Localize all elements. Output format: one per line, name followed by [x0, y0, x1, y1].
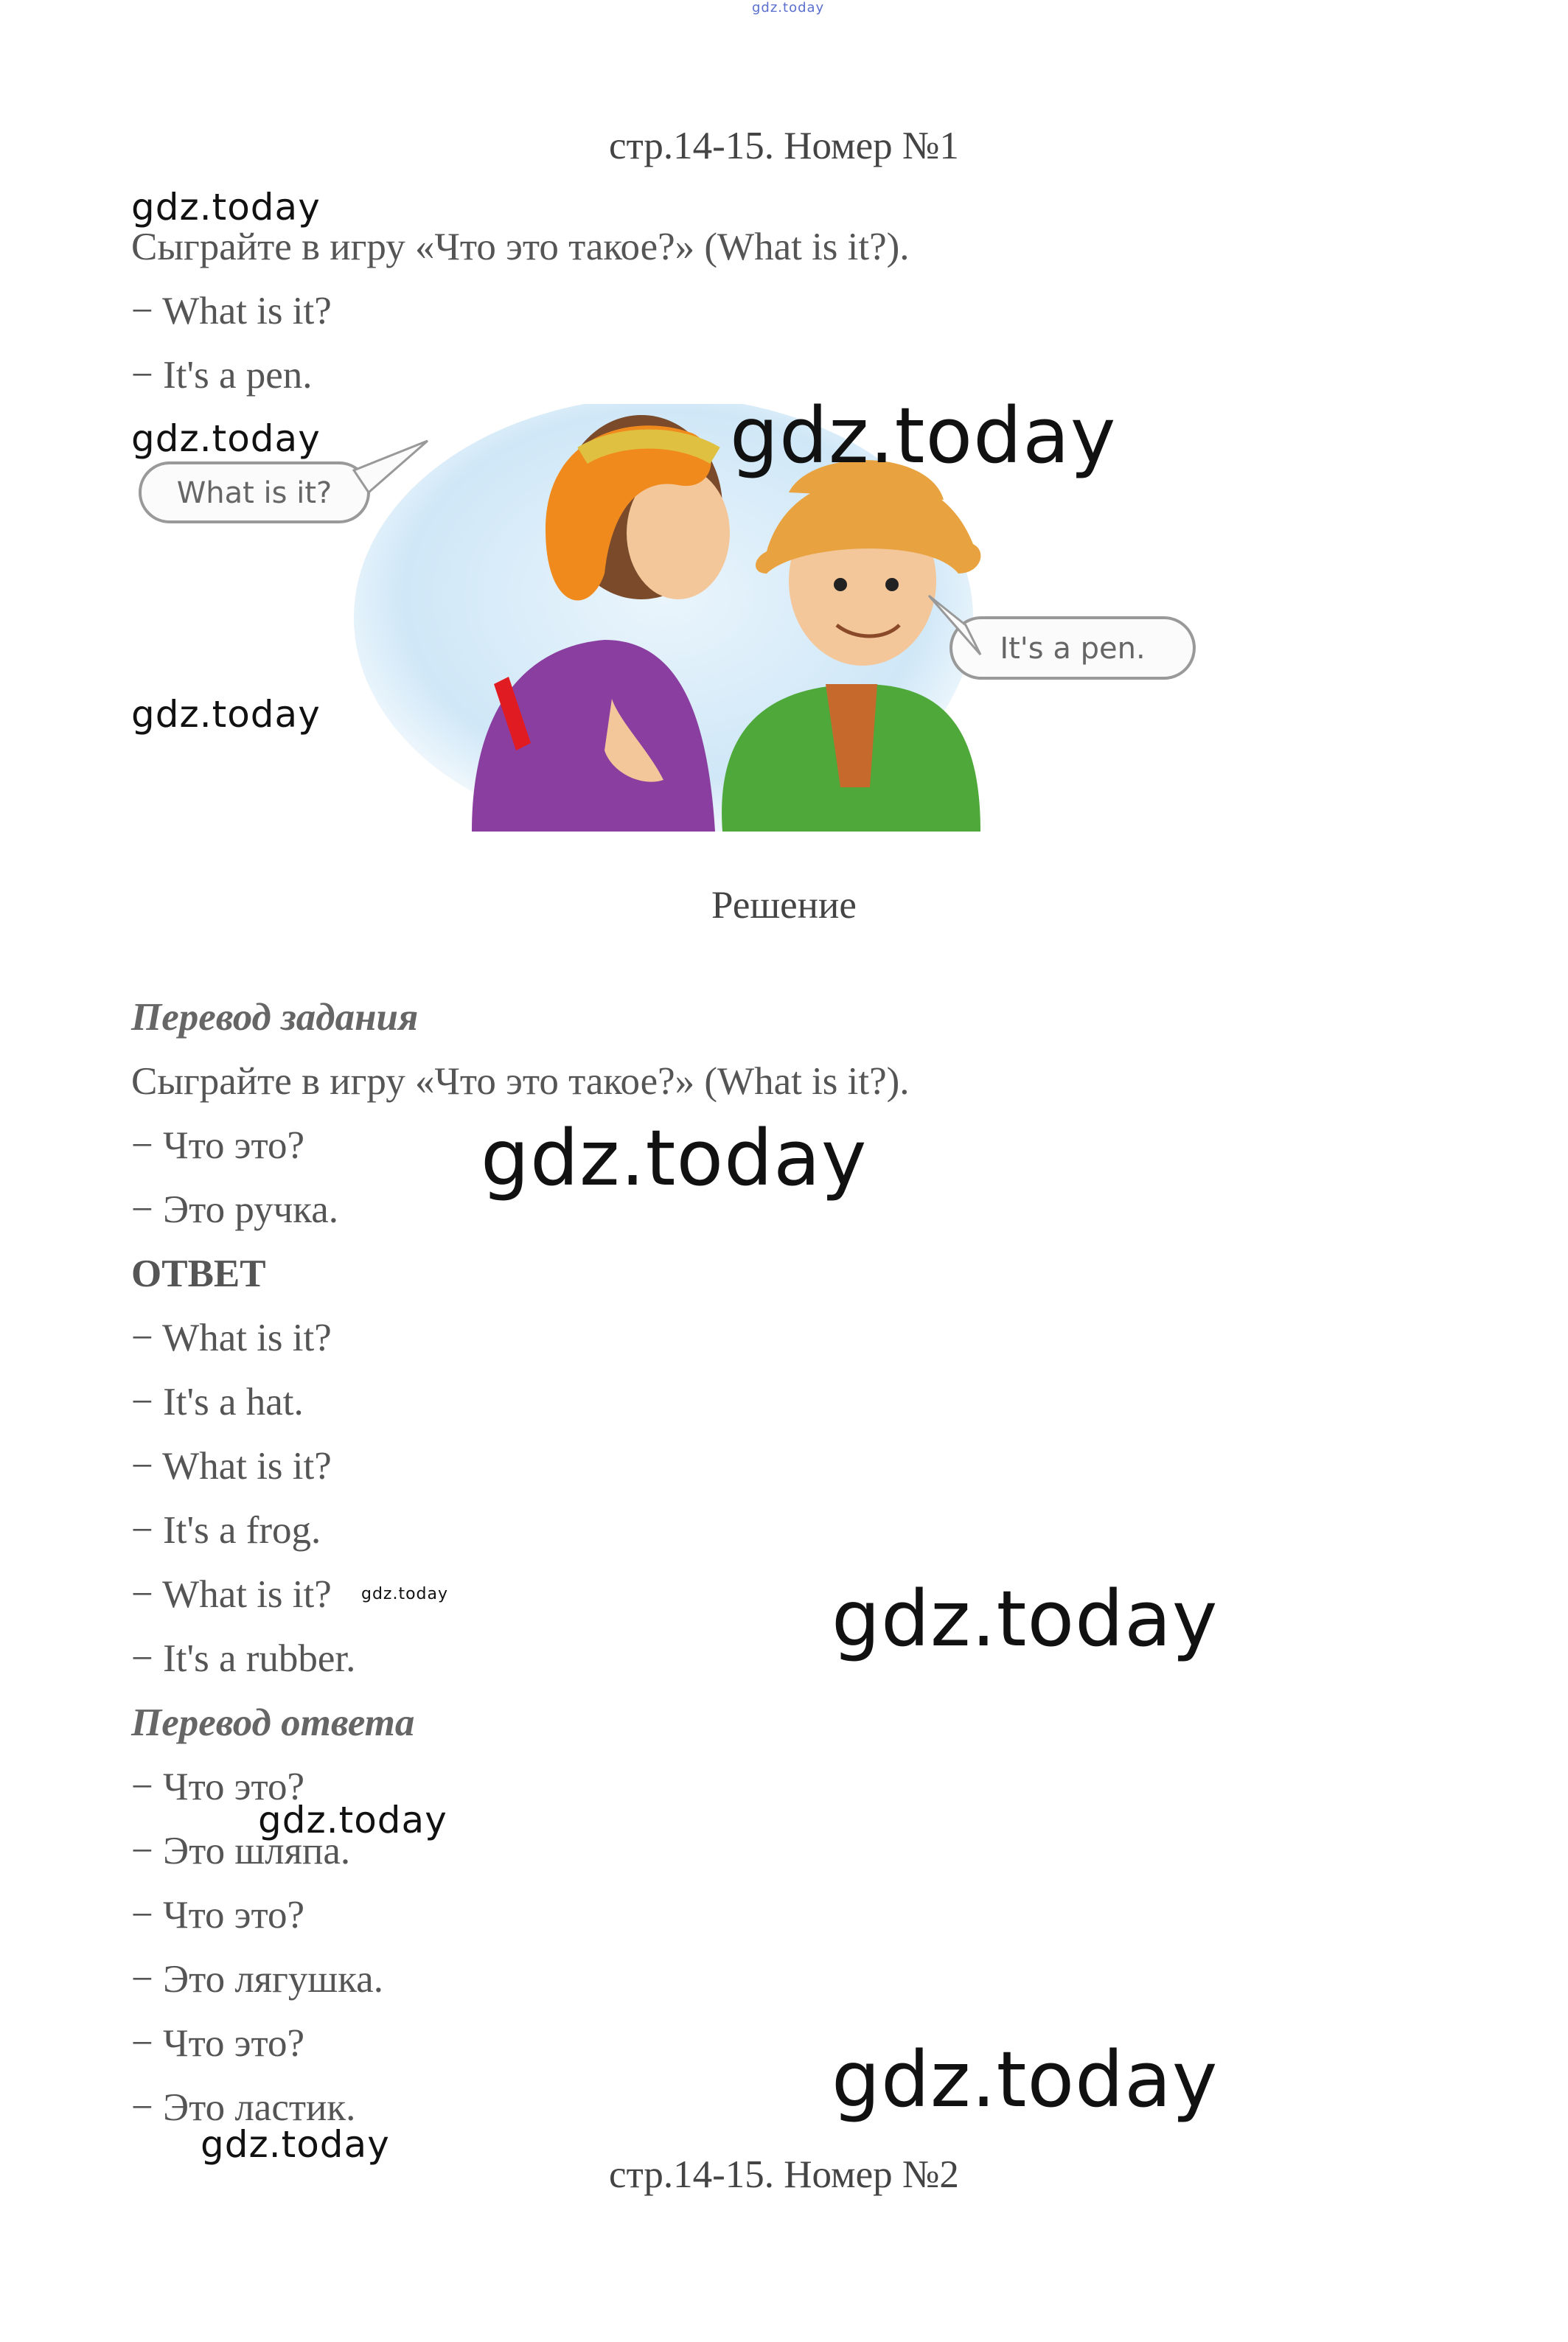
task-text: Сыграйте в игру «Что это такое?» (What is it?). — [131, 226, 910, 268]
watermark: gdz.today — [730, 391, 1117, 481]
answer-line: − What is it? — [131, 1573, 332, 1616]
watermark: gdz.today — [131, 693, 321, 736]
section1-heading: стр.14-15. Номер №1 — [609, 125, 959, 167]
answer-translation-title: Перевод ответа — [131, 1701, 415, 1744]
answer-translation-line: − Это шляпа. — [131, 1830, 351, 1872]
watermark: gdz.today — [832, 1574, 1219, 1664]
task-translation-line: − Это ручка. — [131, 1188, 339, 1231]
section2-heading: стр.14-15. Номер №2 — [609, 2153, 959, 2196]
answer-title: ОТВЕТ — [131, 1252, 266, 1295]
watermark: gdz.today — [832, 2035, 1219, 2125]
answer-line: − It's a rubber. — [131, 1637, 356, 1680]
answer-line: − What is it? — [131, 1445, 332, 1488]
answer-translation-line: − Это ластик. — [131, 2086, 356, 2129]
dialog-line: − What is it? — [131, 290, 332, 332]
answer-translation-line: − Что это? — [131, 1766, 305, 1808]
watermark: gdz.today — [131, 186, 321, 229]
answer-line: − It's a hat. — [131, 1381, 304, 1423]
solution-title: Решение — [711, 884, 857, 927]
answer-translation-line: − Что это? — [131, 2022, 305, 2065]
bubble-right-text: It's a pen. — [1000, 632, 1146, 666]
answer-line: − It's a frog. — [131, 1509, 321, 1552]
task-translation-text: Сыграйте в игру «Что это такое?» (What is it?). — [131, 1060, 910, 1103]
task-translation-line: − Что это? — [131, 1124, 305, 1167]
watermark: gdz.today — [481, 1113, 868, 1203]
task-translation-title: Перевод задания — [131, 996, 419, 1039]
watermark: gdz.today — [361, 1585, 449, 1603]
answer-line: − What is it? — [131, 1317, 332, 1359]
answer-translation-line: − Что это? — [131, 1894, 305, 1937]
watermark-top: gdz.today — [752, 0, 825, 15]
bubble-left-text: What is it? — [176, 476, 332, 510]
watermark: gdz.today — [258, 1799, 447, 1841]
dialog-line: − It's a pen. — [131, 354, 313, 397]
watermark: gdz.today — [201, 2123, 390, 2166]
watermark: gdz.today — [131, 417, 321, 460]
answer-translation-line: − Это лягушка. — [131, 1958, 383, 2001]
